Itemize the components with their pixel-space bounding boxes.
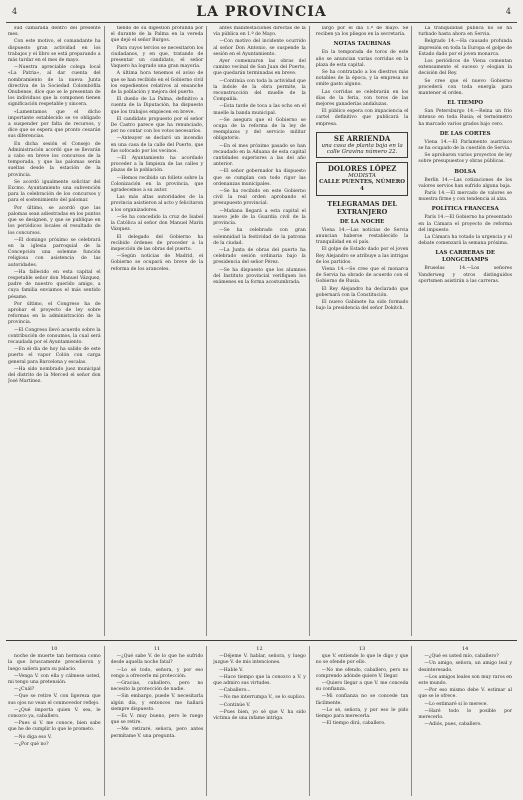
paragraph: El Rey Alejandro ha declarado que gobernará con la Constitución. [315,286,409,298]
feuilleton-paragraph: —Lo sé, señora, y por eso le pido tiempo para merecerla. [315,707,409,720]
paragraph: —Ha sido nombrado juez municipal del distrito de la Merced el señor don José Martínez. [8,366,101,385]
feuilleton-paragraph: —No me interrumpa V., se lo suplico. [219,695,306,701]
paragraph: Con este motivo, el comandante ha dispuesto gran actividad en los trabajos y el libro se está preparando a más tardar en el mes de mayo. [8,39,101,64]
paragraph: El delegado del Gobierno ha recibido órdenes de proceder a la inspección de las obras del puerto. [110,234,204,252]
paragraph: Se cree que el nuevo Gobierno procederá con toda energía para mantener el orden. [418,78,512,97]
paragraph: El candidato propuesto por el señor De Castro parece que ha renunciado, por no contar con los votos necesarios. [110,116,204,135]
feuilleton-paragraph: —Hable V. [219,667,244,673]
paragraph: Se ha contratado a los diestros más notables de la época, y la empresa no omite gasto alguno. [315,70,409,88]
newspaper-title: LA PROVINCIA [196,4,327,20]
advertisement-box [316,132,409,158]
paragraph: —El domingo próximo se celebrará en la iglesia parroquial de la Concepción una solemne función religiosa con asistencia de las autoridades. [8,237,101,268]
paragraph: Por último, se acordó que las palomas sean adiestradas en los puntos que se designen, y que se publique en los periódicos locales el resultado de los concursos. [8,205,101,236]
paragraph: tiendo de su digestión profunda por el durante de la Palma en la vereda que dejó el señor Burgos. [110,26,204,44]
feuilleton-paragraph: que V. entiende lo que le digo y que no se ofende por ello. [315,654,409,666]
advertisement-box [316,162,409,196]
news-column [418,26,515,636]
feuilleton-paragraph: —¿Cuál? [14,687,35,693]
paragraph: —Se ha concedido la cruz de Isabel la Católica al señor don Manuel Marín Vázquez. [110,214,204,233]
advertisement-line: CALLE PUENTES, NÚMERO 4 [319,178,406,192]
news-column [8,26,105,636]
feuilleton-paragraph: —Mi confianza no se concede tan fácilmente. [315,694,409,706]
paragraph: —En el día de hoy ha salido de este puerto el vapor Colón con carga general para Barcelona y escalas. [8,347,101,365]
feuilleton-paragraph: —Caballero... [219,688,251,694]
feuilleton-page-number: 12 [256,646,263,652]
paragraph: —Se ha dispuesto que los alumnos del Instituto provincial verifiquen los exámenes en la forma acostumbrada. [213,267,306,285]
feuilleton-paragraph: —¿Qué es usted mío, caballero? [424,654,499,660]
page-number-right: 4 [505,7,511,16]
page-number-left: 4 [12,7,18,16]
paragraph: —Se ha celebrado con gran solemnidad la festividad de la patrona de la ciudad. [213,228,306,246]
advertisement-line: MODISTA [348,172,377,179]
paragraph: —El Ayuntamiento ha acordado proceder a la limpieza de las calles y plazas de la población. [110,156,204,174]
paragraph: Los periódicos de Viena comentan extensamente el suceso y elogian la decisión del Rey. [418,59,512,77]
feuilleton-paragraph: —Pues si V. me conoce, bien sabe que he de cumplir lo que le prometo. [8,721,101,733]
paragraph: El dueño de La Palma, definitivo a cuenta de la Diputación, ha dispuesto que los trabajos empiecen en breve. [110,97,204,115]
paragraph: Belgrado 14.—Ha causado profunda impresión en toda la Europa el golpe de Estado dado por el joven monarca. [418,39,512,57]
paragraph: El público espera con impaciencia el cartel definitivo que publicará la empresa. [315,109,409,127]
section-heading: EL TIEMPO [447,100,484,107]
paragraph: —Continúa con toda la actividad que la índole de la obra permite, la reconstrucción del muelle de la Compañía. [213,78,306,103]
paragraph: sud camarada dentro del presente mes. [8,26,101,38]
paragraph: Se acordó igualmente solicitar del Excmo. Ayuntamiento una subvención para la celebración de los concursos y para el sostenimiento del palomar. [8,179,101,204]
paragraph: San Petersburgo 14.—Reina un frío intenso en toda Rusia; el termómetro ha marcado varios grados bajo cero. [418,109,512,127]
paragraph: —Ha fallecido en esta capital el respetable señor don Manuel Vázquez, padre de nuestro querido amigo, a cuya familia enviamos el más sentido pésame. [8,269,101,300]
paragraph: En la temporada de toros de este año se anuncian varias corridas en la plaza de esta capital. [315,50,409,68]
paragraph: La Cámara ha votado la urgencia y el debate comenzará la semana próxima. [418,235,512,247]
paragraph: —La Junta de obras del puerto ha celebrado sesión ordinaria bajo la presidencia del señor Pérez. [213,247,306,266]
section-heading: POLÍTICA FRANCESA [431,206,499,213]
news-column [316,26,413,636]
feuilleton-paragraph: —Lo estimaré si lo merece. [424,701,488,707]
paragraph: «Lamentamos que el dicho importante establecido se ve obligado a suspender por falta de recursos, y dice que se espera que pronto cesarán sus diferencias. [8,109,101,140]
feuilleton-page-number: 14 [462,646,469,652]
feuilleton-paragraph: —No me ofendo, caballero, pero no comprendo adónde quiere V. llegar. [315,667,409,679]
paragraph: La tranquilidad pública no se ha turbado hasta ahora en Servia. [418,26,512,38]
news-columns [8,26,515,636]
paragraph: Por último, el Congreso ha de aprobar el proyecto de ley sobre reformas en la administración de la provincia. [8,301,101,326]
feuilleton-paragraph: —Por eso mismo debe V. estimar al que se le ofrece. [418,688,512,700]
feuilleton-paragraph: —¿Por qué no? [14,741,49,747]
paragraph: —Se ha recibido en este Gobierno civil la real orden aprobando el presupuesto provincial. [213,189,306,207]
paragraph: Las más altas autoridades de la provincia asistieron al acto y felicitaron a los organizadores. [110,195,204,213]
paragraph: Las corridas se celebrarán en los días de la feria, con toros de las mejores ganaderías andaluzas. [315,89,409,108]
feuilleton-paragraph: —Adiós, pues, caballero. [424,722,482,728]
news-column [213,26,310,636]
paragraph: A última hora tenemos el aviso de que se han recibido en el Gobierno civil los expedientes relativos al ensanche de la población y mejora del puerto. [110,71,204,96]
feuilleton-paragraph: —Déjeme V. hablar, señora, y luego juzgue V. de mis intenciones. [213,654,306,666]
section-heading: TELEGRAMAS DEL EXTRANJERO [327,199,397,216]
feuilleton-paragraph: —Me retiraré, señora, pero antes permítame V. una pregunta. [110,727,204,739]
paragraph: Viena 14.—Las noticias de Servia anuncian haberse restablecido la tranquilidad en el país. [315,227,409,246]
feuilleton-paragraph: —¿Qué importa quien V. sea, le conozco ya, caballero. [8,707,101,720]
paragraph: —Se asegura que el Gobierno se ocupa de la reforma de la ley de reemplazos y del servicio militar obligatorio. [213,117,306,142]
advertisement-line: SE ARRIENDA [333,133,391,143]
feuilleton-paragraph: —Los amigos leales son muy raros en este mundo. [418,674,512,687]
feuilleton-paragraph: —Un amigo, señora, un amigo leal y desinteresado. [418,661,512,673]
feuilleton-column [316,646,413,796]
feuilleton-column [213,646,310,796]
news-column [111,26,208,636]
paragraph: El golpe de Estado dado por el joven Rey Alejandro se atribuye a las intrigas de los partidos. [315,247,409,265]
paragraph: París 14.—El mercado de valores se muestra firme y con tendencia al alza. [418,191,512,203]
paragraph: Para cuyos tercios se necesitaron los ciudadanos, y en que, tratando de presentar un candidato, el señor Vaquero ha logrado una gran mayoría. [110,45,204,70]
feuilleton-paragraph: noche de muerte tan hermosa como la que bruscamente precedieron y luego saliera para su palacio. [8,654,101,672]
advertisement-line: una casa de planta baja en la calle Gravina número 22. [321,142,403,155]
feuilleton-column [418,646,515,796]
section-heading: NOTAS TAURINAS [333,41,391,48]
paragraph: —El señor gobernador ha dispuesto que se cumplan con todo rigor las ordenanzas municipales. [213,169,306,187]
paragraph: —Anteayer se declaró un incendio en una casa de la calle del Puerto, que fue sofocado por los vecinos. [110,136,204,154]
paragraph: Viena 14.—Se cree que el monarca de Servia ha obrado de acuerdo con el Gobierno de Rusia. [315,267,409,285]
section-heading: BOLSA [454,168,477,175]
feuilleton-divider [6,640,517,641]
paragraph: largo por el día 1.º de mayo. Se reciben ya los pliegos en la secretaría. [315,26,409,38]
paragraph: Bruselas 14.—Los señores Vanderweg y otros distinguidos sportsmen asistirán a las carreras. [418,266,512,284]
masthead [6,4,517,23]
paragraph: —Esta tarde de toca a las ocho en el muelle la banda municipal. [213,104,306,116]
paragraph: —Con motivo del incidente ocurrido al señor Don Antonio, se suspende la sesión en el Ayuntamiento. [213,39,306,57]
feuilleton-paragraph: —Haré todo lo posible por merecerlo. [418,708,512,721]
paragraph: —Hemos recibido un folleto sobre la Colonización en la provincia, que agradecemos a su autor. [110,175,204,194]
feuilleton-paragraph: —Venga V. con ella y cálmese usted, mi tengo una pretensión. [8,673,101,686]
paragraph: Se aprobaron varios proyectos de ley sobre presupuestos y obras públicas. [418,153,512,165]
feuilleton-page-number: 10 [51,646,58,652]
feuilleton-paragraph: —Es V. muy bueno, pero le ruego que se retire. [110,714,204,726]
feuilleton-paragraph: —Hace tiempo que la conozco a V. y que admiro sus virtudes. [213,674,306,687]
paragraph: antes manifestaciones directas de la vía pública en 1.º de Mayo. [213,26,306,38]
paragraph: Berlín 14.—Las cotizaciones de los valores servios han sufrido alguna baja. [418,177,512,189]
feuilleton-paragraph: —Quiero llegar a que V. me conceda su confianza. [315,681,409,693]
feuilleton-column [8,646,105,796]
feuilleton-column [111,646,208,796]
section-heading: LAS CARRERAS DE LONGCHAMPS [435,250,496,264]
feuilleton-paragraph: —Pues bien, yo sé que V. ha sido víctima de una infame intriga. [213,709,306,722]
feuilleton-paragraph: —Que se retire V. con ligereza que sus ojos no vean el conmovedor reflejo. [8,694,101,706]
feuilleton-paragraph: —El tiempo dirá, caballero. [321,721,386,727]
paragraph: En dicha sesión el Consejo de Administración acordó que se llevarán a cabo en breve los concursos de la temporada, y que las palomas serán sueltas desde la estación de la provincia. [8,141,101,178]
section-heading: DE LA NOCHE [339,218,385,225]
feuilleton-page-number: 11 [153,646,161,652]
feuilleton-paragraph: —¿Qué sabe V. de lo que he sufrido desde aquella noche fatal? [110,654,204,666]
feuilleton-paragraph: —Continúe V. [219,702,251,708]
paragraph: —En el mes próximo pasado se han recaudado en la Aduana de esta capital cantidades superiores a las del año anterior. [213,143,306,168]
feuilleton-columns [8,646,515,796]
feuilleton-paragraph: —Gracias, caballero, pero no necesito la protección de nadie. [110,681,204,693]
paragraph: —Nuestra apreciable colega local «La Patria», al dar cuenta del nombramiento de la nueva Junta directiva de la Sociedad Colombófila Onubense, dice que se le presentan de los individuos que la componen tienen significación respetable y sincera. [8,65,101,108]
paragraph: Ayer comenzaron las obras del camino vecinal de San Juan del Puerto, que quedarán terminadas en breve. [213,59,306,77]
section-heading: DE LAS CORTES [439,130,491,137]
paragraph: —El Congreso llevó acuerdo sobre la contribución de consumos, la cual será recaudada por el Ayuntamiento. [8,327,101,345]
paragraph: —Según noticias de Madrid, el Gobierno se ocupará en breve de la reforma de los aranceles. [110,254,204,272]
paragraph: El nuevo Gabinete ha sido formado bajo la presidencia del señor Dokitch. [315,300,409,312]
paragraph: París 14.—El Gobierno ha presentado en la Cámara el proyecto de reforma del impuesto. [418,215,512,233]
feuilleton-paragraph: —No diga eso V. [14,734,52,740]
feuilleton-paragraph: —Lo sé todo, señora, y por eso vengo a ofrecerle mi protección. [110,667,204,679]
feuilleton-page-number: 13 [358,646,366,652]
feuilleton-paragraph: —Sin embargo, puede V. necesitarla algún día, y entonces me hallará siempre dispuesto. [110,694,204,712]
advertisement-line: DOLORES LÓPEZ [327,163,397,173]
paragraph: —Mañana llegará a esta capital el nuevo jefe de la Guardia civil de la provincia. [213,208,306,227]
paragraph: Viena 14.—El Parlamento austriaco se ha ocupado de la cuestión de Servia. [418,139,512,152]
